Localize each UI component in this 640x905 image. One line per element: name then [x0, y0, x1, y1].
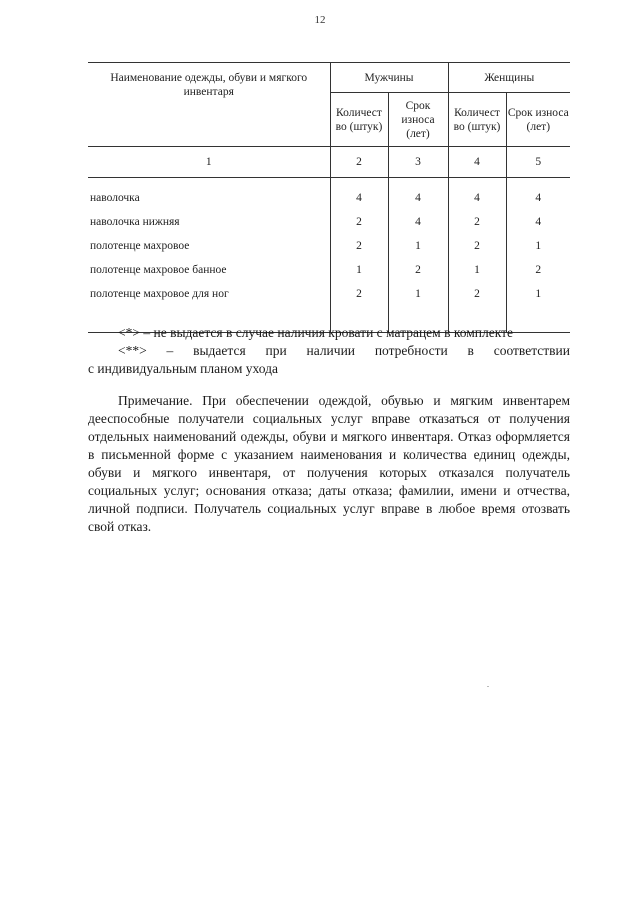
women-wear: 1 — [506, 282, 570, 306]
footnote-single-star: <*> – не выдается в случае наличия кровати с матрацем в комплекте — [118, 325, 513, 340]
header-men-qty: Количест во (штук) — [330, 93, 388, 147]
table-row — [88, 210, 570, 234]
women-qty: 2 — [448, 234, 506, 258]
item-name: наволочка — [90, 192, 140, 204]
column-number: 5 — [506, 147, 570, 178]
clothing-norms-table — [88, 62, 570, 333]
women-wear: 1 — [506, 234, 570, 258]
column-number: 1 — [88, 147, 330, 178]
men-wear: 2 — [388, 258, 448, 282]
header-women-wear: Срок износа (лет) — [506, 93, 570, 147]
remark-paragraph: Примечание. При обеспечении одеждой, обувью и мягким инвентарем дееспособные получатели социальных услуг вправе отказаться от получения отдельных наименований одежды, обуви и мягкого инвентаря. Отказ оформляется в письменной форме с указанием наименования и количества единиц одежды, обуви и мягкого инвентаря, от получения которых отказался получатель социальных услуг; основания отказа; даты отказа; фамилии, имени и отчества, личной подписи. Получатель социальных услуг вправе в любое время отозвать свой отказ. — [88, 393, 570, 534]
men-qty: 2 — [330, 210, 388, 234]
men-wear: 1 — [388, 282, 448, 306]
item-name: полотенце махровое — [90, 240, 190, 252]
scan-speck — [487, 686, 489, 687]
header-item-name: Наименование одежды, обуви и мягкого инвентаря — [88, 63, 330, 147]
women-qty: 2 — [448, 282, 506, 306]
table-row — [88, 234, 570, 258]
header-women-qty: Количест во (штук) — [448, 93, 506, 147]
table-row — [88, 186, 570, 210]
footnote-double-star: <**> – выдается при наличии потребности в соответствии — [118, 343, 570, 358]
item-name: полотенце махровое банное — [90, 264, 227, 276]
header-group-men: Мужчины — [330, 63, 448, 93]
men-wear: 4 — [388, 210, 448, 234]
men-qty: 2 — [330, 234, 388, 258]
column-number-row — [88, 147, 570, 178]
table-row — [88, 258, 570, 282]
men-wear: 4 — [388, 186, 448, 210]
item-name: наволочка нижняя — [90, 216, 180, 228]
men-wear: 1 — [388, 234, 448, 258]
men-qty: 1 — [330, 258, 388, 282]
women-qty: 4 — [448, 186, 506, 210]
women-wear: 2 — [506, 258, 570, 282]
footnote-double-star-continued: с индивидуальным планом ухода — [88, 361, 278, 376]
column-number: 3 — [388, 147, 448, 178]
column-number: 2 — [330, 147, 388, 178]
column-number: 4 — [448, 147, 506, 178]
women-qty: 2 — [448, 210, 506, 234]
men-qty: 4 — [330, 186, 388, 210]
women-wear: 4 — [506, 210, 570, 234]
page-number: 12 — [314, 14, 326, 26]
men-qty: 2 — [330, 282, 388, 306]
header-group-women: Женщины — [448, 63, 570, 93]
table-row — [88, 282, 570, 306]
item-name: полотенце махровое для ног — [90, 288, 229, 300]
header-men-wear: Срок износа (лет) — [388, 93, 448, 147]
women-wear: 4 — [506, 186, 570, 210]
women-qty: 1 — [448, 258, 506, 282]
